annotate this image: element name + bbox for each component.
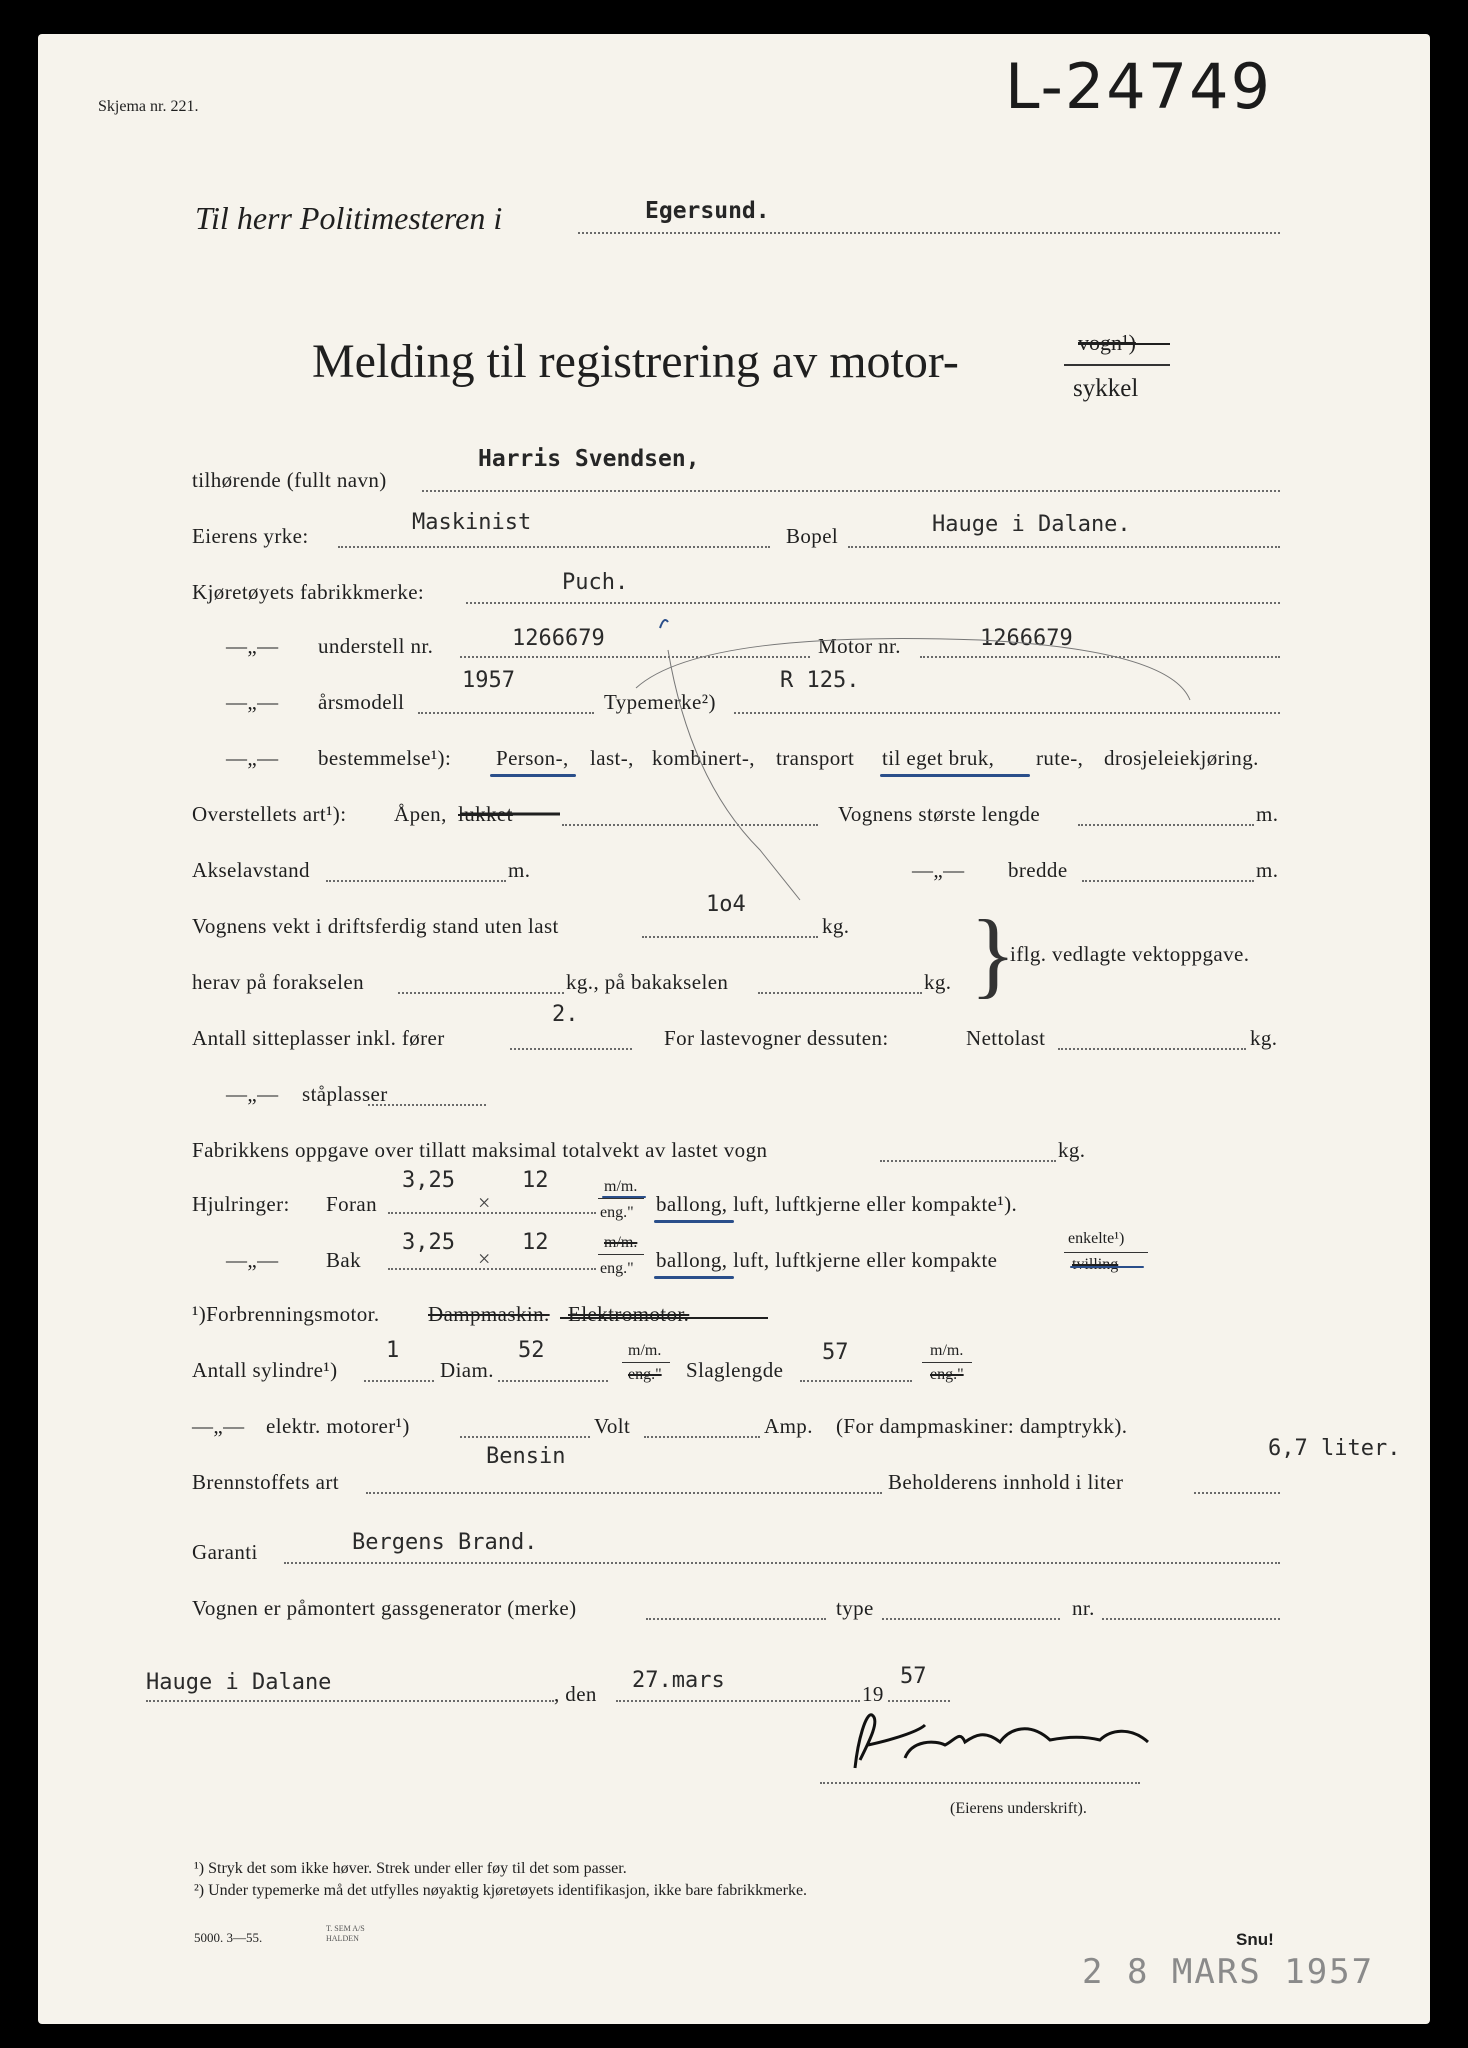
- unit-kg: kg.: [822, 914, 850, 938]
- occupation-value: Maskinist: [412, 510, 532, 535]
- model-year-value: 1957: [462, 668, 515, 693]
- single-fraction-bar: [1064, 1252, 1148, 1253]
- printer-mark: T. SEM A/S HALDEN: [326, 1924, 365, 1943]
- front-dim-line: [388, 1212, 596, 1214]
- cylinders-value: 1: [386, 1338, 400, 1363]
- form-title: Melding til registrering av motor-: [312, 335, 959, 388]
- front-axle-line: [398, 992, 564, 994]
- purpose-last: last-,: [590, 746, 634, 770]
- guarantee-label: Garanti: [192, 1540, 258, 1564]
- seats-label: Antall sitteplasser inkl. fører: [192, 1026, 445, 1050]
- gasgen-type-line: [882, 1618, 1060, 1620]
- width-line: [1082, 880, 1254, 882]
- body-open: Åpen,: [394, 802, 447, 826]
- weight-note: iflg. vedlagte vektoppgave.: [1010, 942, 1250, 966]
- signature-line: [820, 1782, 1140, 1784]
- unit-fraction-bar: [598, 1198, 644, 1199]
- purpose-rute: rute-,: [1036, 746, 1084, 770]
- signature-date: 27.mars: [632, 1668, 725, 1693]
- engine-combustion: ¹)Forbrenningsmotor.: [192, 1302, 380, 1326]
- type-label: Typemerke²): [604, 690, 716, 714]
- unit-fraction-bar: [598, 1254, 644, 1255]
- standing-line: [368, 1104, 486, 1106]
- gasgen-label: Vognen er påmontert gassgenerator (merke): [192, 1596, 577, 1620]
- unit-fraction-bar: [622, 1362, 670, 1363]
- front-label: Foran: [326, 1192, 377, 1216]
- owner-label: tilhørende (fullt navn): [192, 468, 387, 492]
- seats-line: [510, 1048, 632, 1050]
- ditto-mark: —„—: [226, 634, 279, 658]
- volt-line: [644, 1436, 760, 1438]
- gasgen-type-label: type: [836, 1596, 874, 1620]
- body-closed-struck: lukket: [458, 802, 513, 826]
- max-length-line: [1078, 824, 1254, 826]
- single-label: enkelte¹): [1068, 1230, 1125, 1247]
- cylinders-line: [364, 1380, 434, 1382]
- unit-eng: eng.": [600, 1204, 634, 1221]
- underline-eget-bruk: [880, 774, 1030, 777]
- netload-line: [1058, 1048, 1246, 1050]
- schema-number: Skjema nr. 221.: [98, 98, 199, 115]
- unit-eng: eng.": [600, 1260, 634, 1277]
- rear-axle-label: kg., på bakakselen: [566, 970, 729, 994]
- addressee-value: Egersund.: [645, 198, 770, 224]
- tank-value: 6,7 liter.: [1268, 1436, 1401, 1461]
- document-number-handwritten: L-24749: [1005, 50, 1273, 123]
- motor-no-value: 1266679: [980, 626, 1073, 651]
- print-code: 5000. 3—55.: [194, 1930, 263, 1945]
- owner-line: [422, 490, 1280, 492]
- make-label: Kjøretøyets fabrikkmerke:: [192, 580, 425, 604]
- unit-kg: kg.: [1058, 1138, 1086, 1162]
- max-length-label: Vognens største lengde: [838, 802, 1041, 826]
- amp-label: Amp.: [764, 1414, 813, 1438]
- stroke-line: [800, 1380, 912, 1382]
- ditto-mark: —„—: [226, 746, 279, 770]
- purpose-person: Person-,: [496, 746, 569, 770]
- rear-dim-a: 3,25: [402, 1230, 455, 1255]
- chassis-line: [460, 656, 810, 658]
- turn-over-note: Snu!: [1236, 1930, 1274, 1949]
- unit-kg: kg.: [924, 970, 952, 994]
- ditto-mark: —„—: [226, 690, 279, 714]
- footnote-1: ¹) Stryk det som ikke høver. Strek under eller føy til det som passer.: [194, 1860, 627, 1877]
- steam-label: (For dampmaskiner: damptrykk).: [836, 1414, 1128, 1438]
- diam-value: 52: [518, 1338, 545, 1363]
- body-line: [562, 824, 818, 826]
- rear-dim-line: [388, 1268, 596, 1270]
- tank-label: Beholderens innhold i liter: [888, 1470, 1124, 1494]
- standing-label: ståplasser: [302, 1082, 388, 1106]
- unit-m: m.: [1256, 802, 1279, 826]
- guarantee-line: [284, 1562, 1280, 1564]
- max-total-line: [880, 1160, 1056, 1162]
- cylinders-label: Antall sylindre¹): [192, 1358, 338, 1382]
- unit-mm: m/m.: [628, 1342, 662, 1359]
- gasgen-line: [646, 1618, 826, 1620]
- make-value: Puch.: [562, 570, 629, 595]
- unit-m: m.: [508, 858, 531, 882]
- rear-axle-line: [758, 992, 922, 994]
- rear-dim-b: 12: [522, 1230, 549, 1255]
- unit-mm: m/m.: [930, 1342, 964, 1359]
- twin-struck: tvilling: [1072, 1256, 1119, 1273]
- unit-mm-struck: m/m.: [604, 1234, 638, 1251]
- engine-electric-struck: Elektromotor.: [568, 1302, 690, 1326]
- footnote-2: ²) Under typemerke må det utfylles nøyaktig kjøretøyets identifikasjon, ikke bare fabrikkmerke.: [194, 1882, 808, 1899]
- fuel-value: Bensin: [486, 1444, 566, 1469]
- underline-person: [490, 774, 576, 777]
- residence-line: [848, 546, 1280, 548]
- unit-m: m.: [1256, 858, 1279, 882]
- occupation-line: [338, 546, 770, 548]
- signer-caption: (Eierens underskrift).: [950, 1800, 1087, 1817]
- addressee-label: Til herr Politimesteren i: [195, 200, 503, 236]
- purpose-eget-bruk: til eget bruk,: [882, 746, 995, 770]
- date-line: [616, 1700, 860, 1702]
- wheels-label: Hjulringer:: [192, 1192, 290, 1216]
- motor-no-line: [920, 656, 1280, 658]
- weight-label: Vognens vekt i driftsferdig stand uten last: [192, 914, 559, 938]
- purpose-drosje: drosjeleiekjøring.: [1104, 746, 1259, 770]
- front-dim-a: 3,25: [402, 1168, 455, 1193]
- pen-mark-mm-front: [602, 1196, 646, 1198]
- year-suffix: 57: [900, 1664, 927, 1689]
- chassis-label: understell nr.: [318, 634, 434, 658]
- netload-label: Nettolast: [966, 1026, 1046, 1050]
- max-total-label: Fabrikkens oppgave over tillatt maksimal totalvekt av lastet vogn: [192, 1138, 768, 1162]
- pen-strike-tvilling: [1070, 1266, 1144, 1268]
- ditto-mark: —„—: [226, 1082, 279, 1106]
- occupation-label: Eierens yrke:: [192, 524, 309, 548]
- rear-label: Bak: [326, 1248, 362, 1272]
- guarantee-value: Bergens Brand.: [352, 1530, 538, 1555]
- front-axle-label: herav på forakselen: [192, 970, 365, 994]
- tyre-text-front: ballong, luft, luftkjerne eller kompakte¹).: [656, 1192, 1018, 1216]
- title-fraction-bar: [1064, 364, 1170, 366]
- received-date-stamp: 2 8 MARS 1957: [1082, 1952, 1375, 1992]
- place-line: [146, 1700, 554, 1702]
- signature-place: Hauge i Dalane: [146, 1670, 332, 1695]
- electric-label: elektr. motorer¹): [266, 1414, 410, 1438]
- purpose-kombinert: kombinert-,: [652, 746, 755, 770]
- make-line: [466, 602, 1280, 604]
- unit-eng-struck: eng.": [930, 1366, 964, 1383]
- residence-value: Hauge i Dalane.: [932, 512, 1131, 537]
- underline-ballong-rear: [654, 1276, 734, 1279]
- unit-kg: kg.: [1250, 1026, 1278, 1050]
- front-dim-b: 12: [522, 1168, 549, 1193]
- unit-mm: m/m.: [604, 1178, 638, 1195]
- axle-line: [326, 880, 506, 882]
- engine-steam-struck: Dampmaskin.: [428, 1302, 550, 1326]
- weight-value: 1o4: [706, 892, 746, 917]
- title-sykkel: sykkel: [1073, 375, 1139, 402]
- chassis-value: 1266679: [512, 626, 605, 651]
- axle-label: Akselavstand: [192, 858, 310, 882]
- purpose-transport: transport: [776, 746, 855, 770]
- signature-den: , den: [554, 1682, 597, 1706]
- gasgen-no-line: [1102, 1618, 1280, 1620]
- times-icon: ×: [478, 1190, 491, 1215]
- freight-label: For lastevogner dessuten:: [664, 1026, 889, 1050]
- width-label: bredde: [1008, 858, 1068, 882]
- seats-value: 2.: [552, 1002, 579, 1027]
- title-struck-vogn: vogn¹): [1078, 330, 1136, 355]
- times-icon: ×: [478, 1246, 491, 1271]
- ditto-mark: —„—: [226, 1248, 279, 1272]
- unit-eng-struck: eng.": [628, 1366, 662, 1383]
- diam-line: [498, 1380, 608, 1382]
- diam-label: Diam.: [440, 1358, 494, 1382]
- ditto-mark: —„—: [192, 1414, 245, 1438]
- underline-ballong-front: [654, 1220, 734, 1223]
- addressee-line: [578, 232, 1280, 234]
- year-prefix: 19: [862, 1682, 884, 1706]
- ditto-mark: —„—: [912, 858, 965, 882]
- volt-label: Volt: [594, 1414, 631, 1438]
- weight-line: [642, 936, 818, 938]
- motor-no-label: Motor nr.: [818, 634, 901, 658]
- fuel-line: [366, 1492, 882, 1494]
- gasgen-no-label: nr.: [1072, 1596, 1095, 1620]
- fuel-label: Brennstoffets art: [192, 1470, 339, 1494]
- type-value: R 125.: [780, 668, 860, 693]
- residence-label: Bopel: [786, 524, 839, 548]
- stroke-value: 57: [822, 1340, 849, 1365]
- owner-value: Harris Svendsen,: [478, 446, 700, 472]
- unit-fraction-bar: [922, 1362, 972, 1363]
- weight-brace: }: [970, 900, 1017, 1007]
- stroke-label: Slaglengde: [686, 1358, 784, 1382]
- type-line: [734, 712, 1280, 714]
- model-year-line: [418, 712, 594, 714]
- electric-line: [460, 1436, 590, 1438]
- tank-line: [1194, 1492, 1280, 1494]
- year-line: [888, 1700, 950, 1702]
- model-year-label: årsmodell: [318, 690, 405, 714]
- tyre-text-rear: ballong, luft, luftkjerne eller kompakte: [656, 1248, 998, 1272]
- body-label: Overstellets art¹):: [192, 802, 347, 826]
- purpose-label: bestemmelse¹):: [318, 746, 452, 770]
